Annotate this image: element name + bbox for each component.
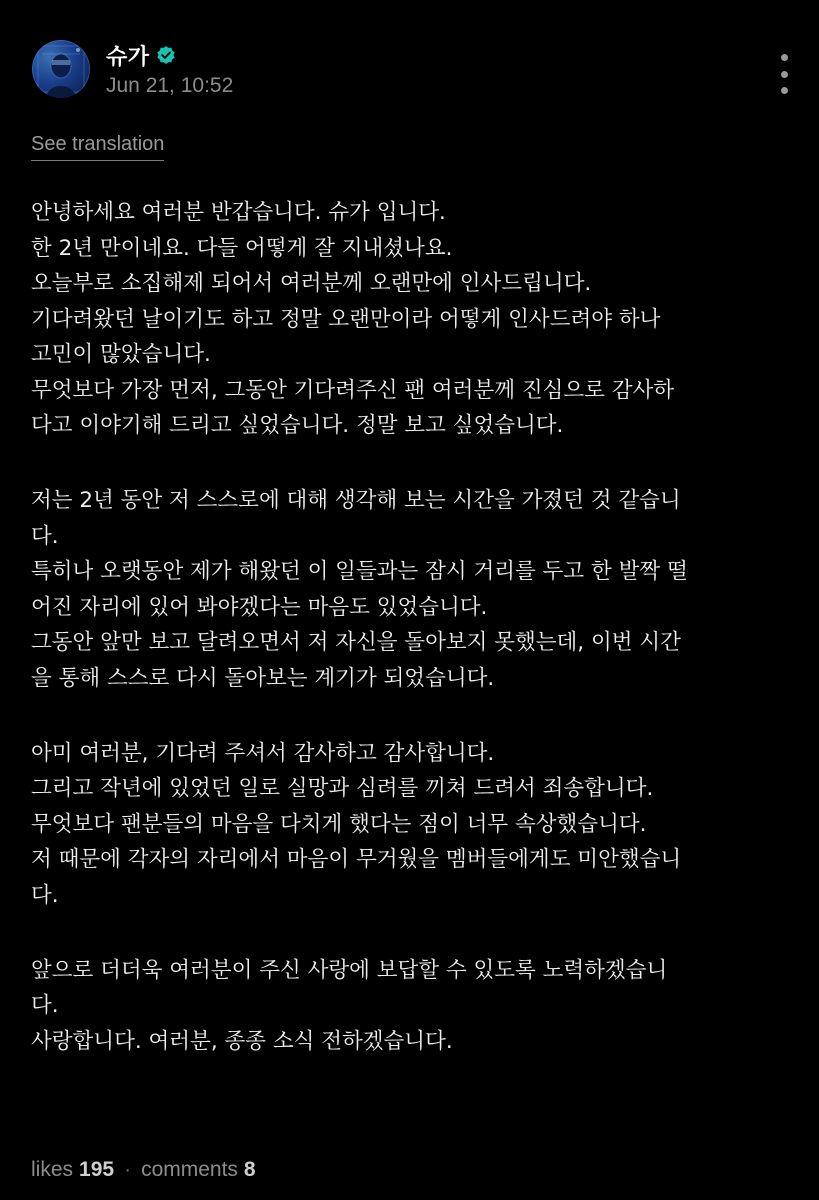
avatar-portrait-icon: [32, 40, 90, 98]
author-name[interactable]: 슈가: [106, 44, 150, 70]
paragraph-gap: [31, 696, 806, 736]
likes-label[interactable]: likes: [31, 1158, 74, 1181]
body-text-line: 한 2년 만이네요. 다들 어떻게 잘 지내셨나요.: [31, 235, 453, 261]
see-translation-link[interactable]: See translation: [31, 133, 164, 161]
body-text-line: 저는 2년 동안 저 스스로에 대해 생각해 보는 시간을 가졌던 것 같습니: [31, 488, 681, 513]
body-text-line: 무엇보다 가장 먼저, 그동안 기다려주신 팬 여러분께 진심으로 감사하: [31, 377, 675, 403]
body-text-line: 사랑합니다. 여러분, 종종 소식 전하겠습니다.: [31, 1028, 453, 1054]
body-text-line: 그리고 작년에 있었던 일로 실망과 심려를 끼쳐 드려서 죄송합니다.: [31, 776, 654, 801]
body-text-line: 앞으로 더더욱 여러분이 주신 사랑에 보답할 수 있도록 노력하겠습니: [31, 957, 668, 983]
more-dot: [781, 87, 788, 94]
body-text-line: 어진 자리에 있어 봐야겠다는 마음도 있었습니다.: [31, 594, 488, 620]
body-text-line: 특히나 오랫동안 제가 해왔던 이 일들과는 잠시 거리를 두고 한 발짝 떨: [31, 559, 688, 584]
post-stats: [31, 1158, 256, 1182]
likes-count[interactable]: 195: [79, 1158, 115, 1181]
comments-label[interactable]: comments: [141, 1158, 238, 1181]
post-body: [31, 195, 806, 1059]
stats-separator: ·: [124, 1158, 132, 1181]
body-text-line: 을 통해 스스로 다시 돌아보는 계기가 되었습니다.: [31, 665, 495, 691]
more-dot: [781, 71, 788, 78]
body-text-line: 기다려왔던 날이기도 하고 정말 오랜만이라 어떻게 인사드려야 하나: [31, 306, 661, 332]
comments-count[interactable]: 8: [243, 1158, 256, 1181]
more-options-button[interactable]: [772, 54, 796, 94]
body-text-line: 무엇보다 팬분들의 마음을 다치게 했다는 점이 너무 속상했습니다.: [31, 811, 647, 837]
body-text-line: 아미 여러분, 기다려 주셔서 감사하고 감사합니다.: [31, 740, 495, 766]
post-header: [32, 40, 802, 102]
more-dot: [781, 54, 788, 61]
body-text-line: 다.: [31, 523, 59, 549]
paragraph-gap: [31, 913, 806, 953]
verified-badge-icon: [156, 45, 176, 65]
avatar[interactable]: [32, 40, 90, 98]
body-text-line: 저 때문에 각자의 자리에서 마음이 무거웠을 멤버들에게도 미안했습니: [31, 847, 682, 872]
body-text-line: 안녕하세요 여러분 반갑습니다. 슈가 입니다.: [31, 200, 446, 225]
body-text-line: 고민이 많았습니다.: [31, 342, 211, 367]
body-text-line: 다고 이야기해 드리고 싶었습니다. 정말 보고 싶었습니다.: [31, 413, 564, 438]
paragraph-gap: [31, 444, 806, 484]
body-text-line: 오늘부로 소집해제 되어서 여러분께 오랜만에 인사드립니다.: [31, 271, 592, 296]
body-text-line: 그동안 앞만 보고 달려오면서 저 자신을 돌아보지 못했는데, 이번 시간: [31, 630, 681, 655]
post-timestamp: Jun 21, 10:52: [106, 74, 234, 97]
author-name-row: [106, 42, 176, 68]
body-text-line: 다.: [31, 993, 59, 1018]
body-text-line: 다.: [31, 882, 59, 908]
